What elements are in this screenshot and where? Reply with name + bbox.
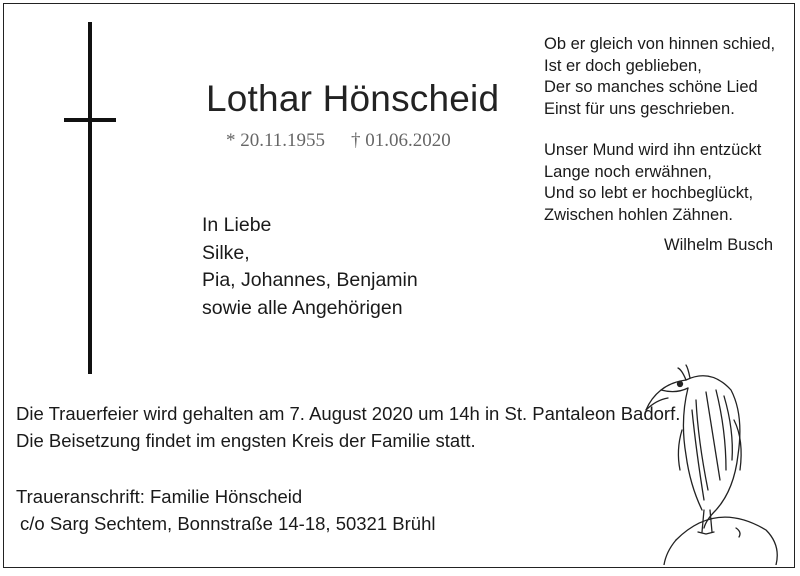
poem-stanza bbox=[544, 140, 775, 226]
death-date: † 01.06.2020 bbox=[351, 130, 451, 151]
address-line: c/o Sarg Sechtem, Bonnstraße 14-18, 50321 Brühl bbox=[20, 513, 436, 534]
mourners-line: Pia, Johannes, Benjamin bbox=[202, 269, 418, 291]
mourners-line: sowie alle Angehörigen bbox=[202, 296, 403, 319]
poem-line: Einst für uns geschrieben. bbox=[544, 99, 735, 118]
poem-line: Ob er gleich von hinnen schied, bbox=[544, 35, 776, 53]
poem-line: Und so lebt er hochbeglückt, bbox=[544, 184, 754, 202]
ceremony-line: Die Trauerfeier wird gehalten am 7. August 2020 um 14h in St. Pantaleon Badorf. bbox=[16, 403, 681, 424]
ceremony-info bbox=[16, 400, 680, 454]
mourners-line: Silke, bbox=[202, 241, 250, 264]
birth-date: * 20.11.1955 bbox=[226, 130, 326, 151]
raven-drawing bbox=[616, 360, 786, 565]
poem-line: Ist er doch geblieben, bbox=[544, 56, 702, 75]
address-line: Traueranschrift: Familie Hönscheid bbox=[16, 486, 303, 507]
poem bbox=[544, 34, 775, 226]
poem-line: Lange noch erwähnen, bbox=[544, 162, 712, 181]
mourners-line: In Liebe bbox=[202, 214, 272, 236]
poem-author: Wilhelm Busch bbox=[664, 236, 774, 254]
cross-icon bbox=[88, 22, 92, 374]
obituary-notice bbox=[3, 3, 795, 568]
mourning-address bbox=[16, 483, 435, 537]
cross-icon-bar bbox=[64, 118, 116, 122]
poem-line: Der so manches schöne Lied bbox=[544, 78, 758, 96]
poem-line: Unser Mund wird ihn entzückt bbox=[544, 141, 762, 159]
life-dates bbox=[226, 130, 451, 152]
poem-line: Zwischen hohlen Zähnen. bbox=[544, 205, 733, 224]
mourners-block bbox=[202, 212, 418, 322]
poem-stanza bbox=[544, 34, 775, 120]
deceased-name: Lothar Hönscheid bbox=[206, 78, 500, 119]
ceremony-line: Die Beisetzung findet im engsten Kreis der Familie statt. bbox=[16, 430, 476, 451]
